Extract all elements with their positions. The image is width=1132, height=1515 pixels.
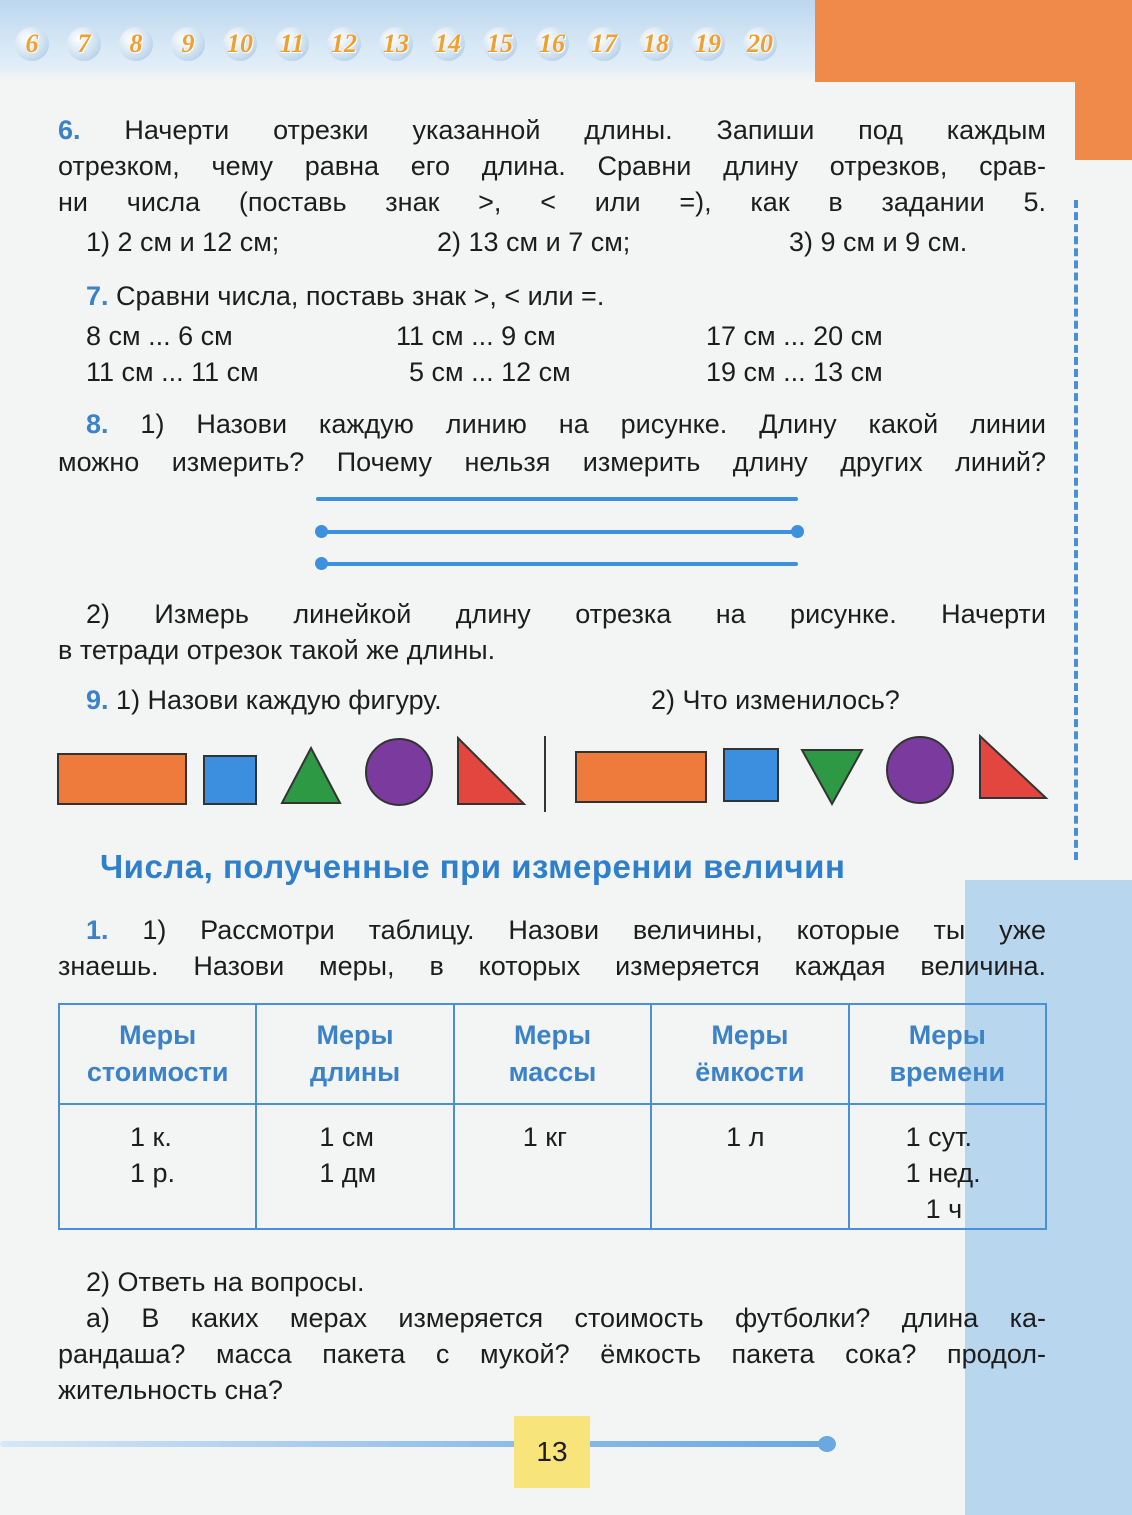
segment-line xyxy=(322,530,796,534)
nav-page-10[interactable]: 10 xyxy=(214,24,266,64)
ex6-line1: 6. Начерти отрезки указанной длины. Запиши под каждым xyxy=(58,115,1046,145)
ex1-q2: 2) Ответь на вопросы. xyxy=(86,1267,365,1297)
ex7-header xyxy=(86,278,604,314)
ex7-cell: 5 см ... 12 см xyxy=(409,357,571,387)
ex9-q2: 2) Что изменилось? xyxy=(651,685,900,715)
red-right-triangle xyxy=(458,738,524,804)
green-triangle xyxy=(282,748,340,803)
nav-page-16[interactable]: 16 xyxy=(526,24,578,64)
table-cell-length: 1 см 1 дм xyxy=(256,1104,453,1229)
page-navigation-strip xyxy=(6,24,786,64)
purple-circle xyxy=(887,737,953,803)
nav-page-14[interactable]: 14 xyxy=(422,24,474,64)
nav-page-12[interactable]: 12 xyxy=(318,24,370,64)
nav-page-19[interactable]: 19 xyxy=(682,24,734,64)
measures-table xyxy=(58,1003,1047,1230)
purple-circle xyxy=(366,739,432,805)
ex1-qa-line1: а) В каких мерах измеряется стоимость футболки? длина ка- xyxy=(86,1303,1046,1333)
shapes-figure xyxy=(50,732,1060,812)
nav-page-7[interactable]: 7 xyxy=(58,24,110,64)
ex6-number: 6. xyxy=(58,115,81,145)
nav-page-8[interactable]: 8 xyxy=(110,24,162,64)
table-header-capacity: Меры ёмкости xyxy=(651,1004,848,1104)
table-cell-cost: 1 к. 1 р. xyxy=(59,1104,256,1229)
ex7-cell: 17 см ... 20 см xyxy=(706,321,883,351)
table-cell-capacity: 1 л xyxy=(651,1104,848,1229)
blue-square xyxy=(724,749,778,801)
footer-line xyxy=(0,1441,830,1447)
ex6-part2: 2) 13 см и 7 см; xyxy=(437,227,631,257)
ex1-qa-line2: рандаша? масса пакета с мукой? ёмкость пакета сока? продол- xyxy=(58,1339,1046,1369)
ray-endpoint xyxy=(315,557,328,570)
footer-line-end xyxy=(818,1436,836,1452)
nav-page-15[interactable]: 15 xyxy=(474,24,526,64)
ex8-line1: 8. 1) Назови каждую линию на рисунке. Длину какой линии xyxy=(86,409,1046,439)
segment-endpoint xyxy=(315,525,328,538)
nav-page-18[interactable]: 18 xyxy=(630,24,682,64)
ex8-line2: можно измерить? Почему нельзя измерить длину других линий? xyxy=(58,447,1046,477)
ex7-cell: 11 см ... 11 см xyxy=(86,357,259,387)
ex6-line3: ни числа (поставь знак >, < или =), как в задании 5. xyxy=(58,187,1046,217)
blue-square xyxy=(204,756,256,804)
ex1-line1: 1. 1) Рассмотри таблицу. Назови величины, которые ты уже xyxy=(86,915,1046,945)
ex7-cell: 8 см ... 6 см xyxy=(86,321,233,351)
ex7-cell: 11 см ... 9 см xyxy=(396,321,556,351)
side-strip-gap xyxy=(1075,160,1132,880)
straight-line xyxy=(316,497,798,501)
nav-page-11[interactable]: 11 xyxy=(266,24,318,64)
orange-rectangle xyxy=(576,752,706,802)
ray-line xyxy=(322,562,798,566)
nav-page-17[interactable]: 17 xyxy=(578,24,630,64)
ex8-q2-line1: 2) Измерь линейкой длину отрезка на рисунке. Начерти xyxy=(86,599,1046,629)
ex9-q1 xyxy=(86,682,442,718)
red-right-triangle xyxy=(980,736,1046,798)
table-cell-time: 1 сут. 1 нед. 1 ч xyxy=(849,1104,1046,1229)
ex9-q1-text: 1) Назови каждую фигуру. xyxy=(116,685,442,715)
table-header-mass: Меры массы xyxy=(454,1004,651,1104)
ex8-q2-line2: в тетради отрезок такой же длины. xyxy=(58,635,496,665)
nav-page-6[interactable]: 6 xyxy=(6,24,58,64)
ex9-number: 9. xyxy=(86,685,109,715)
ex1-number: 1. xyxy=(86,915,109,945)
table-header-cost: Меры стоимости xyxy=(59,1004,256,1104)
table-header-length: Меры длины xyxy=(256,1004,453,1104)
table-cell-mass: 1 кг xyxy=(454,1104,651,1229)
segment-endpoint xyxy=(791,525,804,538)
ex1-qa-line3: жительность сна? xyxy=(58,1375,283,1405)
orange-corner-tab xyxy=(815,0,1132,82)
ex6-part1: 1) 2 см и 12 см; xyxy=(86,227,280,257)
ex1-line2: знаешь. Назови меры, в которых измеряется каждая величина. xyxy=(58,951,1046,981)
orange-rectangle xyxy=(58,754,186,804)
ex6-line2: отрезком, чему равна его длина. Сравни длину отрезков, срав- xyxy=(58,151,1046,181)
dashed-margin-line xyxy=(1074,200,1078,860)
ex7-cell: 19 см ... 13 см xyxy=(706,357,883,387)
page-number: 13 xyxy=(514,1416,590,1488)
ex7-text: Сравни числа, поставь знак >, < или =. xyxy=(116,281,605,311)
table-header-time: Меры времени xyxy=(849,1004,1046,1104)
nav-page-20[interactable]: 20 xyxy=(734,24,786,64)
section-title: Числа, полученные при измерении величин xyxy=(100,848,846,885)
ex7-number: 7. xyxy=(86,281,109,311)
ex8-number: 8. xyxy=(86,409,109,439)
nav-page-9[interactable]: 9 xyxy=(162,24,214,64)
nav-page-13[interactable]: 13 xyxy=(370,24,422,64)
green-inverted-triangle xyxy=(802,750,862,804)
ex6-part3: 3) 9 см и 9 см. xyxy=(789,227,968,257)
